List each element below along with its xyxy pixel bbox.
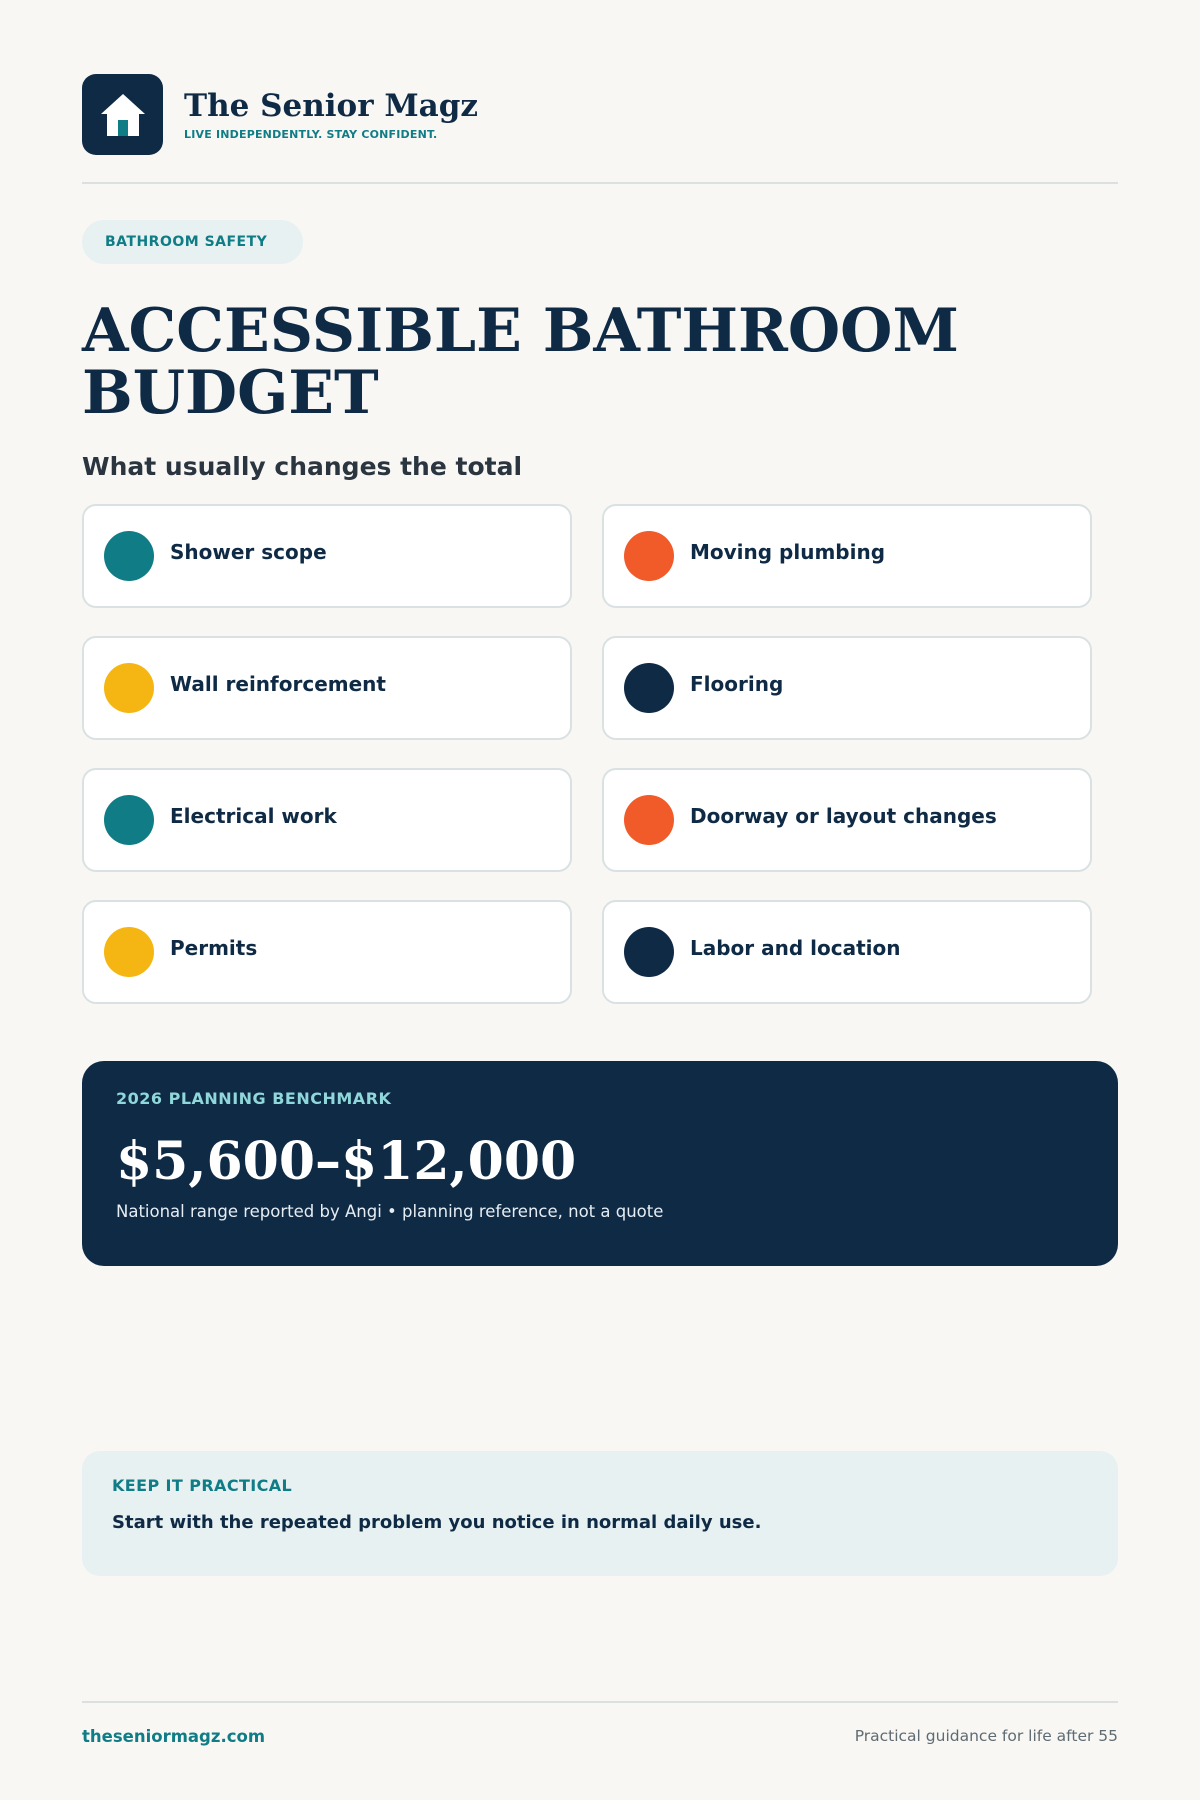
page-title: ACCESSIBLE BATHROOM BUDGET: [82, 296, 959, 428]
footer-tagline: Practical guidance for life after 55: [854, 1727, 1118, 1745]
section-subtitle: What usually changes the total: [82, 452, 523, 481]
logo[interactable]: [82, 74, 163, 155]
benchmark-value: $5,600–$12,000: [116, 1131, 577, 1192]
category-badge: BATHROOM SAFETY: [82, 220, 303, 264]
brand-name[interactable]: The Senior Magz: [184, 88, 479, 124]
factor-card: [602, 636, 1092, 740]
brand-block: [184, 88, 478, 141]
factor-label: Electrical work: [170, 804, 337, 828]
factor-label: Labor and location: [690, 936, 901, 960]
factor-label: Moving plumbing: [690, 540, 886, 564]
factor-label: Flooring: [690, 672, 784, 696]
footer-site-link[interactable]: theseniormagz.com: [82, 1727, 266, 1746]
factor-card: [82, 900, 572, 1004]
factor-label: Doorway or layout changes: [690, 804, 997, 828]
factor-dot-icon: [104, 531, 154, 581]
factor-label: Shower scope: [170, 540, 327, 564]
header-divider: [82, 182, 1118, 184]
factor-dot-icon: [624, 795, 674, 845]
factor-card: [602, 900, 1092, 1004]
factor-dot-icon: [624, 531, 674, 581]
factor-dot-icon: [624, 663, 674, 713]
tip-text: Start with the repeated problem you notice in normal daily use.: [112, 1512, 762, 1533]
factor-dot-icon: [104, 927, 154, 977]
tip-label: KEEP IT PRACTICAL: [112, 1476, 293, 1495]
site-header: [82, 74, 478, 155]
factor-dot-icon: [104, 663, 154, 713]
factor-label: Wall reinforcement: [170, 672, 386, 696]
benchmark-note: National range reported by Angi • planning reference, not a quote: [116, 1202, 664, 1221]
benchmark-label: 2026 PLANNING BENCHMARK: [116, 1089, 392, 1108]
factor-label: Permits: [170, 936, 258, 960]
house-icon: [99, 92, 147, 138]
factor-card: [82, 504, 572, 608]
factor-dot-icon: [624, 927, 674, 977]
brand-tagline: LIVE INDEPENDENTLY. STAY CONFIDENT.: [184, 128, 438, 141]
factor-card: [602, 504, 1092, 608]
footer-divider: [82, 1701, 1118, 1703]
benchmark-card: [82, 1061, 1118, 1266]
factor-card: [82, 636, 572, 740]
factor-dot-icon: [104, 795, 154, 845]
factor-card: [602, 768, 1092, 872]
factor-card: [82, 768, 572, 872]
tip-card: [82, 1451, 1118, 1576]
